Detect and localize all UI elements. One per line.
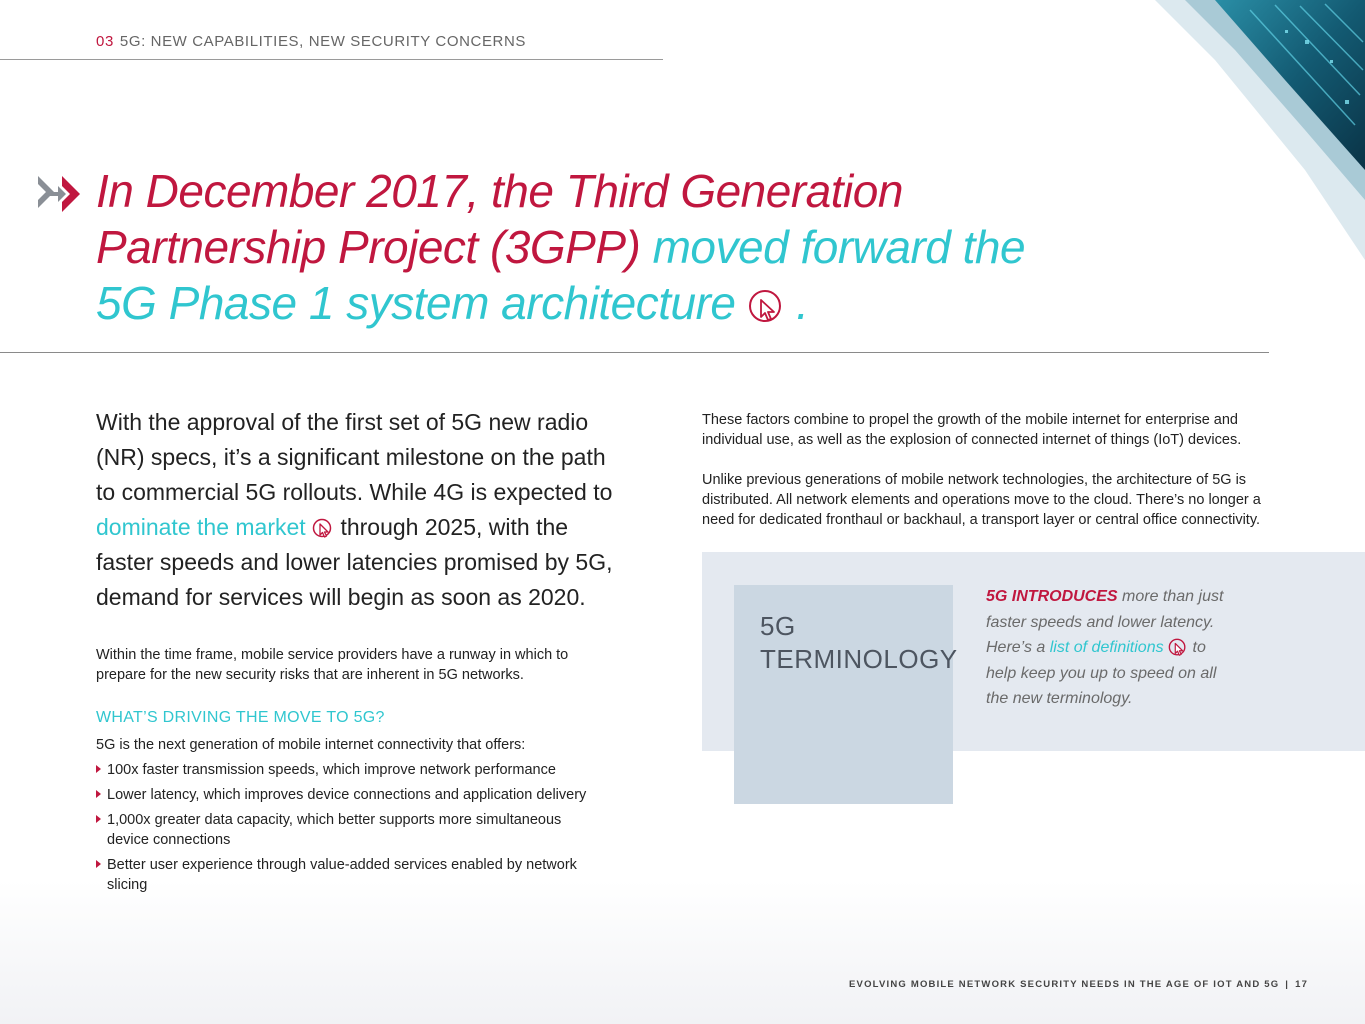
terminology-title-line2: TERMINOLOGY [760,644,958,674]
pull-quote [96,163,1096,331]
cursor-click-icon[interactable] [1168,638,1188,658]
triangle-bullet-icon [96,815,101,823]
section-number: 03 [96,33,114,50]
header-divider [0,59,663,60]
lead-text-end: through 2025, with the faster speeds and lower latencies promised by 5G, demand for services will begin as soon as 2020. [96,514,613,610]
paragraph-growth: These factors combine to propel the growth of the mobile internet for enterprise and individual use, as well as the explosion of connected internet of things (IoT) devices. [702,412,1242,448]
paragraph-within-timeframe: Within the time frame, mobile service providers have a runway in which to prepare for the new security risks that are inherent in 5G networks. [96,647,569,683]
definitions-link[interactable]: list of definitions [1049,639,1164,656]
list-item [96,810,577,850]
page-footer [849,979,1308,990]
drivers-list [96,760,616,900]
page-number: 17 [1295,979,1309,990]
cursor-click-icon[interactable] [312,518,334,540]
terminology-text [986,584,1236,712]
terminology-title-line1: 5G [760,611,796,641]
list-item [96,785,616,805]
terminology-emphasis: 5G INTRODUCES [986,588,1118,605]
list-item-text: 100x faster transmission speeds, which improve network performance [107,762,556,778]
double-chevron-icon [36,174,84,214]
list-item [96,760,616,780]
paragraph-architecture: Unlike previous generations of mobile network technologies, the architecture of 5G is distributed. All network elements and operations move to the cloud. There’s no longer a need for dedicated fronthaul or backhaul, a transport layer or central office connectivity. [702,472,1261,528]
corner-network-graphic [1155,0,1365,260]
list-item-text: Better user experience through value-added services enabled by network slicing [107,857,577,893]
dominate-market-link[interactable]: dominate the market [96,514,306,540]
list-item [96,855,616,895]
drivers-intro: 5G is the next generation of mobile internet connectivity that offers: [96,737,526,753]
terminology-title [760,610,958,676]
cursor-click-icon[interactable] [748,289,784,325]
section-header [96,33,526,50]
pull-quote-red: In December 2017, the Third Generation Partnership Project (3GPP) [96,165,903,273]
pull-quote-period: . [796,277,809,329]
terminology-text-end: to help keep you up to speed on all the new terminology. [986,639,1217,707]
drivers-heading: WHAT’S DRIVING THE MOVE TO 5G? [96,709,385,726]
triangle-bullet-icon [96,860,101,868]
triangle-bullet-icon [96,790,101,798]
list-item-text: 1,000x greater data capacity, which better supports more simultaneous device connections [107,812,562,848]
footer-title: EVOLVING MOBILE NETWORK SECURITY NEEDS IN THE AGE OF IOT AND 5G [849,979,1280,990]
terminology-text-start: more than just faster speeds and lower latency. Here’s a [986,588,1224,656]
lead-paragraph [96,405,626,615]
footer-separator: | [1285,979,1290,990]
pull-quote-cyan: moved forward the 5G Phase 1 system architecture [96,221,1026,329]
section-divider [0,352,1269,353]
lead-text-start: With the approval of the first set of 5G new radio (NR) specs, it’s a significant milestone on the path to commercial 5G rollouts. While 4G is expected to [96,409,613,505]
triangle-bullet-icon [96,765,101,773]
section-title: 5G: NEW CAPABILITIES, NEW SECURITY CONCERNS [119,33,527,50]
list-item-text: Lower latency, which improves device connections and application delivery [107,787,587,803]
